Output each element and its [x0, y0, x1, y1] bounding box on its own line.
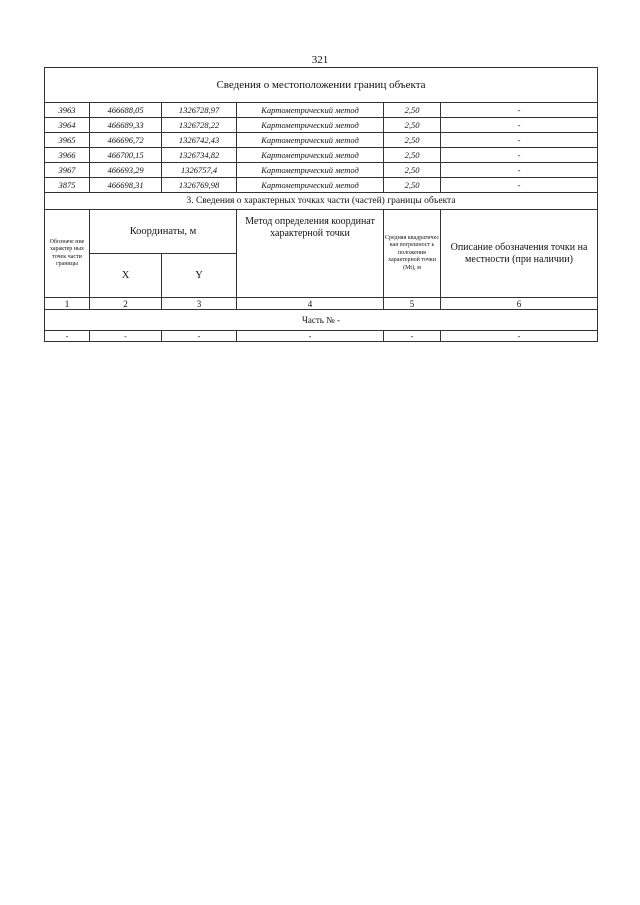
x-coordinate-cell: 466689,33 — [90, 118, 162, 133]
accuracy-cell: 2,50 — [384, 118, 441, 133]
header-row — [45, 210, 598, 254]
method-cell: Картометрический метод — [237, 148, 384, 163]
table-row — [45, 148, 598, 163]
description-cell: - — [441, 148, 598, 163]
column-number: 5 — [384, 298, 441, 310]
header-description: Описание обозначения точки на местности (при наличии) — [441, 210, 598, 298]
x-coordinate-cell: 466696,72 — [90, 133, 162, 148]
table-row — [45, 163, 598, 178]
empty-cell: - — [237, 331, 384, 342]
section-title: Сведения о местоположении границ объекта — [45, 68, 598, 103]
accuracy-cell: 2,50 — [384, 133, 441, 148]
header-x: X — [90, 254, 162, 298]
description-cell: - — [441, 178, 598, 193]
point-cell: 3963 — [45, 103, 90, 118]
point-cell: 3964 — [45, 118, 90, 133]
point-cell: 3967 — [45, 163, 90, 178]
method-cell: Картометрический метод — [237, 118, 384, 133]
header-point-designation: Обозначе ние характер ных точек части границы — [45, 210, 90, 298]
column-numbers-row — [45, 298, 598, 310]
y-coordinate-cell: 1326728,22 — [162, 118, 237, 133]
section3-title: 3. Сведения о характерных точках части (частей) границы объекта — [45, 193, 598, 210]
column-number: 6 — [441, 298, 598, 310]
table-row — [45, 133, 598, 148]
method-cell: Картометрический метод — [237, 163, 384, 178]
y-coordinate-cell: 1326742,43 — [162, 133, 237, 148]
table-row — [45, 118, 598, 133]
y-coordinate-cell: 1326757,4 — [162, 163, 237, 178]
part-row — [45, 310, 598, 331]
column-number: 2 — [90, 298, 162, 310]
accuracy-cell: 2,50 — [384, 163, 441, 178]
accuracy-cell: 2,50 — [384, 178, 441, 193]
y-coordinate-cell: 1326728,97 — [162, 103, 237, 118]
x-coordinate-cell: 466693,29 — [90, 163, 162, 178]
table-row — [45, 103, 598, 118]
table-row — [45, 178, 598, 193]
header-y: Y — [162, 254, 237, 298]
column-number: 1 — [45, 298, 90, 310]
empty-cell: - — [384, 331, 441, 342]
page-number: 321 — [311, 54, 329, 66]
method-cell: Картометрический метод — [237, 178, 384, 193]
x-coordinate-cell: 466688,05 — [90, 103, 162, 118]
header-method: Метод определения координат характерной точки — [237, 210, 384, 298]
y-coordinate-cell: 1326769,98 — [162, 178, 237, 193]
empty-cell: - — [441, 331, 598, 342]
y-coordinate-cell: 1326734,82 — [162, 148, 237, 163]
point-cell: 3875 — [45, 178, 90, 193]
header-accuracy: Средняя квадратичес кая погрешност ь положения характерной точки (Mt), м — [384, 210, 441, 298]
x-coordinate-cell: 466700,15 — [90, 148, 162, 163]
section3-title-row — [45, 193, 598, 210]
accuracy-cell: 2,50 — [384, 103, 441, 118]
x-coordinate-cell: 466698,31 — [90, 178, 162, 193]
table-row — [45, 331, 598, 342]
method-cell: Картометрический метод — [237, 133, 384, 148]
column-number: 3 — [162, 298, 237, 310]
description-cell: - — [441, 103, 598, 118]
description-cell: - — [441, 118, 598, 133]
column-number: 4 — [237, 298, 384, 310]
point-cell: 3966 — [45, 148, 90, 163]
empty-cell: - — [90, 331, 162, 342]
empty-cell: - — [162, 331, 237, 342]
method-cell: Картометрический метод — [237, 103, 384, 118]
boundary-table — [44, 67, 598, 342]
part-label: Часть № - — [45, 310, 598, 331]
empty-cell: - — [45, 331, 90, 342]
header-coordinates: Координаты, м — [90, 210, 237, 254]
point-cell: 3965 — [45, 133, 90, 148]
accuracy-cell: 2,50 — [384, 148, 441, 163]
description-cell: - — [441, 133, 598, 148]
description-cell: - — [441, 163, 598, 178]
section-title-row — [45, 68, 598, 103]
